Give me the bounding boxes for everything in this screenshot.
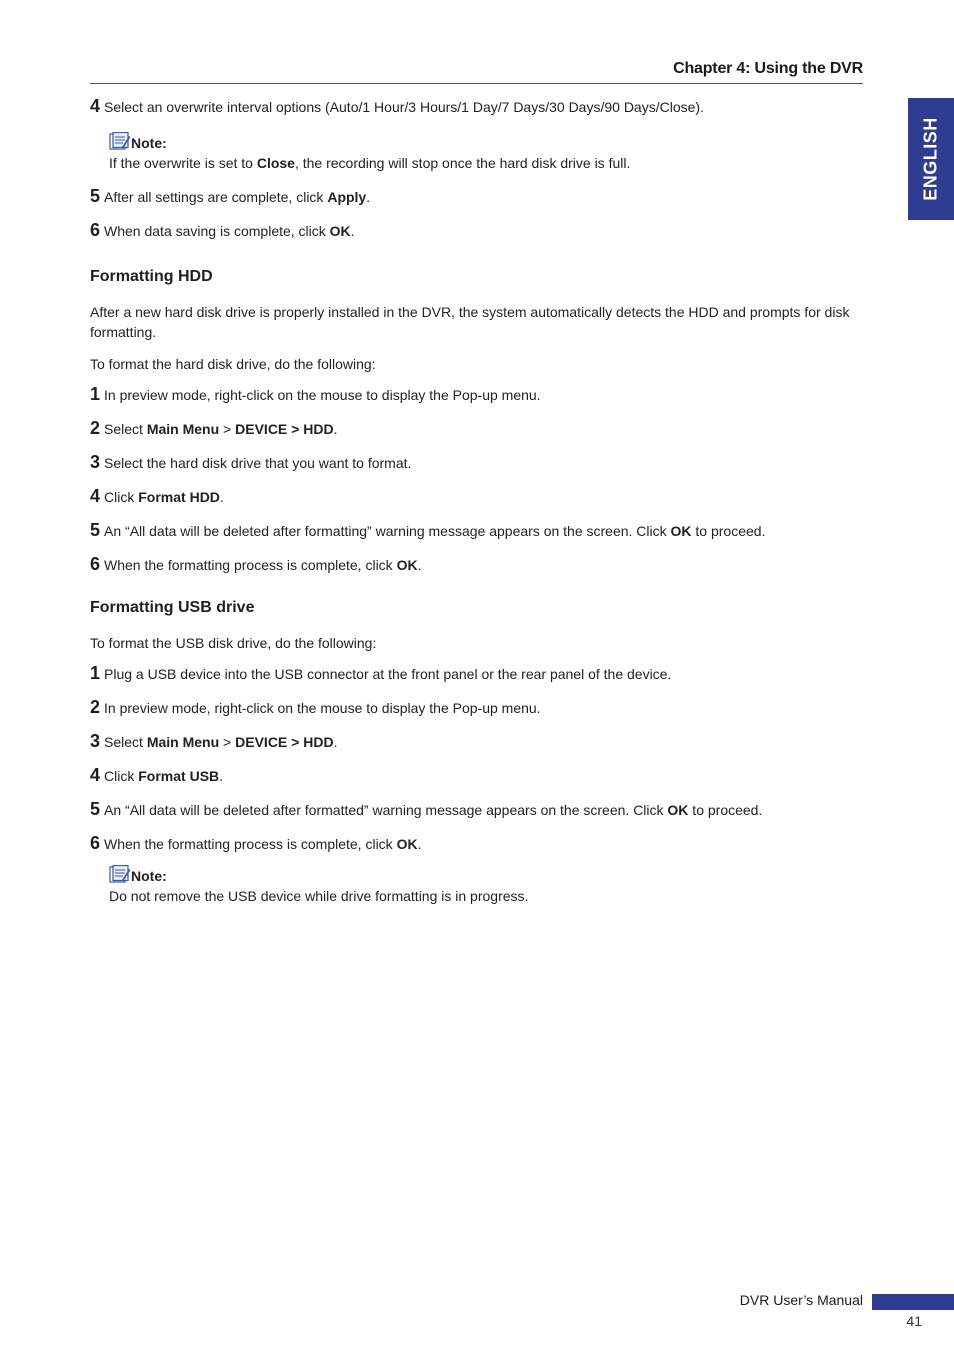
- step-number: 4: [90, 96, 101, 116]
- step-text: An “All data will be deleted after formatted” warning message appears on the screen. Click: [104, 802, 668, 818]
- step-number: 3: [90, 452, 101, 472]
- step-text: In preview mode, right-click on the mouse to display the Pop-up menu.: [104, 387, 541, 403]
- usb-step-4: [90, 765, 223, 786]
- step-text-post: .: [219, 768, 224, 784]
- usb-note: [109, 865, 528, 906]
- manual-title: DVR User’s Manual: [739, 1292, 863, 1308]
- step-text-post: .: [333, 734, 338, 750]
- step-text: After all settings are complete, click: [104, 189, 328, 205]
- step-text: An “All data will be deleted after formatting” warning message appears on the screen. Click: [104, 523, 671, 539]
- step-number: 4: [90, 765, 101, 785]
- step-text: Select: [104, 734, 147, 750]
- format-usb-label: Format USB: [138, 768, 220, 784]
- hdd-step-4: [90, 486, 224, 507]
- step-text-bold: Apply: [327, 189, 367, 205]
- step-text-post: .: [366, 189, 371, 205]
- main-menu-label: Main Menu: [146, 421, 220, 437]
- step-text-post: .: [417, 557, 422, 573]
- format-hdd-label: Format HDD: [138, 489, 220, 505]
- step-text-bold: OK: [329, 223, 351, 239]
- step-number: 2: [90, 418, 101, 438]
- overwrite-step-5: [90, 186, 370, 207]
- note-text-post: , the recording will stop once the hard disk drive is full.: [294, 155, 631, 171]
- device-hdd-label: DEVICE > HDD: [235, 421, 334, 437]
- main-menu-label: Main Menu: [146, 734, 220, 750]
- usb-lead: To format the USB disk drive, do the following:: [90, 635, 377, 651]
- usb-step-3: [90, 731, 337, 752]
- step-number: 1: [90, 663, 101, 683]
- step-number: 4: [90, 486, 101, 506]
- step-text-post: .: [350, 223, 355, 239]
- hdd-heading: Formatting HDD: [90, 268, 213, 285]
- header-divider: [90, 83, 863, 84]
- hdd-step-3: [90, 452, 411, 473]
- chapter-title: Chapter 4: Using the DVR: [673, 60, 863, 77]
- hdd-step-6: [90, 554, 421, 575]
- step-number: 3: [90, 731, 101, 751]
- usb-step-2: [90, 697, 541, 718]
- step-text-post: .: [219, 489, 224, 505]
- ok-label: OK: [670, 523, 692, 539]
- language-tab: [908, 98, 954, 220]
- ok-label: OK: [396, 836, 418, 852]
- step-text: Select: [104, 421, 147, 437]
- step-number: 6: [90, 220, 101, 240]
- note-text: Do not remove the USB device while drive formatting is in progress.: [109, 888, 529, 904]
- step-number: 2: [90, 697, 101, 717]
- overwrite-note: [109, 132, 630, 173]
- step-text: When the formatting process is complete, click: [104, 836, 397, 852]
- step-text: Select an overwrite interval options (Auto/1 Hour/3 Hours/1 Day/7 Days/30 Days/90 Days/Close).: [104, 99, 704, 115]
- hdd-step-2: [90, 418, 337, 439]
- step-number: 5: [90, 520, 101, 540]
- note-label: Note:: [131, 868, 167, 884]
- note-text-pre: If the overwrite is set to: [109, 155, 257, 171]
- page-number: 41: [906, 1313, 922, 1329]
- step-separator: >: [219, 734, 236, 750]
- ok-label: OK: [396, 557, 418, 573]
- note-text-bold: Close: [256, 155, 295, 171]
- ok-label: OK: [667, 802, 689, 818]
- note-text: [109, 153, 630, 173]
- usb-step-5: [90, 799, 762, 820]
- step-number: 6: [90, 833, 101, 853]
- hdd-step-1: [90, 384, 541, 405]
- step-text-post: to proceed.: [691, 523, 766, 539]
- device-hdd-label: DEVICE > HDD: [235, 734, 334, 750]
- usb-step-6: [90, 833, 421, 854]
- note-icon: [109, 865, 131, 883]
- step-number: 1: [90, 384, 101, 404]
- footer-accent-bar: [872, 1294, 954, 1310]
- hdd-lead: To format the hard disk drive, do the following:: [90, 356, 376, 372]
- step-number: 6: [90, 554, 101, 574]
- step-text: When data saving is complete, click: [104, 223, 330, 239]
- step-text: When the formatting process is complete, click: [104, 557, 397, 573]
- step-text-post: .: [417, 836, 422, 852]
- hdd-intro: After a new hard disk drive is properly installed in the DVR, the system automatically detects the HDD and prompts for disk formatting.: [90, 304, 850, 340]
- step-number: 5: [90, 799, 101, 819]
- step-separator: >: [219, 421, 236, 437]
- usb-step-1: [90, 663, 671, 684]
- step-text-post: to proceed.: [688, 802, 763, 818]
- step-text: Click: [104, 489, 139, 505]
- step-text-post: .: [333, 421, 338, 437]
- usb-heading: Formatting USB drive: [90, 599, 255, 616]
- overwrite-step-4: [90, 96, 704, 117]
- language-tab-label: ENGLISH: [920, 117, 941, 201]
- overwrite-step-6: [90, 220, 355, 241]
- note-icon: [109, 132, 131, 150]
- step-text: Select the hard disk drive that you want to format.: [104, 455, 412, 471]
- step-text: Plug a USB device into the USB connector at the front panel or the rear panel of the device.: [104, 666, 672, 682]
- step-number: 5: [90, 186, 101, 206]
- step-text: In preview mode, right-click on the mouse to display the Pop-up menu.: [104, 700, 541, 716]
- note-label: Note:: [131, 135, 167, 151]
- step-text: Click: [104, 768, 139, 784]
- hdd-step-5: [90, 520, 765, 541]
